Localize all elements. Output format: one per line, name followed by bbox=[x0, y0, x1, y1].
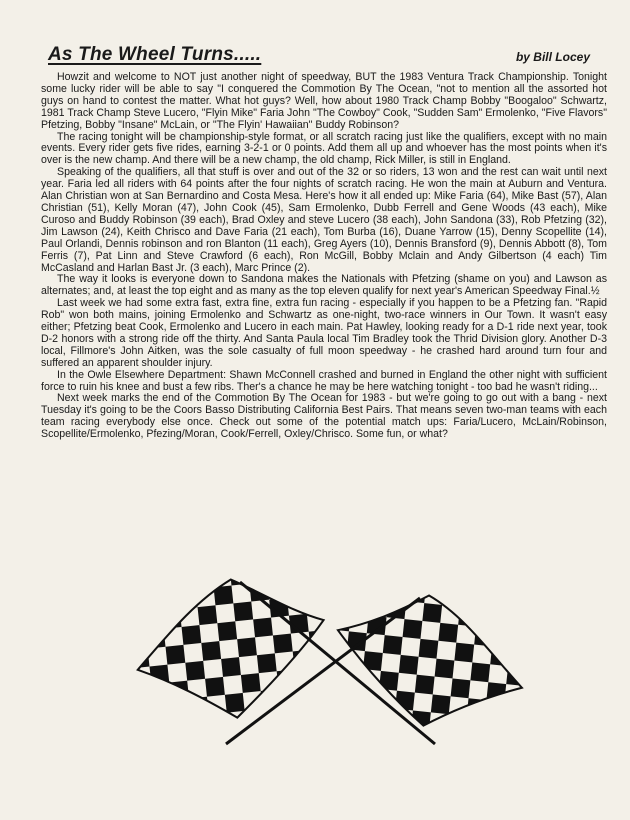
paragraph-nationals: The way it looks is everyone down to Sandona makes the Nationals with Pfetzing (shame on you) and Lawson as alternates; and, at least the top eight and as many as the top eleven qualify for next year's American Speedway Final.½ bbox=[41, 273, 607, 298]
paragraph-format: The racing tonight will be championship-style format, or all scratch racing just like the qualifiers, except with no main events. Every rider gets five rides, earning 3-2-1 or 0 points. Add them all up and whoever has the most points when it's over is the new champ. And there will be a new champ, the old champ, Rick Miller, is still in England. bbox=[41, 130, 607, 167]
article-header bbox=[48, 44, 590, 72]
paragraph-next-week: Next week marks the end of the Commotion By The Ocean for 1983 - but we're going to go out with a bang - next Tuesday it's going to be the Coors Basso Distributing California Best Pairs. That means seven two-man teams with each team racing everybody else once. Check out some of the potential match ups: Faria/Lucero, McLain/Robinson, Scopellite/Ermolenko, Pfezing/Moran, Cook/Ferrell, Oxley/Chrisco. Some fun, or what? bbox=[41, 392, 607, 441]
paragraph-last-week: Last week we had some extra fast, extra fine, extra fun racing - especially if you happen to be a Pfetzing fan. "Rapid Rob" won both mains, joining Ermolenko and Schwartz as one-night, two-race winners in Our Town. It wasn't easy either; Pfetzing beat Cook, Ermolenko and Lucero in each main. Pat Hawley, looking ready for a D-1 ride next year, took D-2 honors with a strong ride off the thirty. And Santa Paula local Tim Bradley took the Thrid Division glory. Another D-3 local, Fillmore's John Aitken, was the sole casualty of full moon speedway - he crashed hard around turn four and suffered an apparent shoulder injury. bbox=[41, 297, 607, 369]
paragraph-qualifiers: Speaking of the qualifiers, all that stuff is over and out of the 32 or so riders, 13 won and the rest can wait until next year. Faria led all riders with 64 points after the four nights of scratch racing. He won the main at Auburn and Ventura. Alan Christian won at San Bernardino and Costa Mesa. Here's how it all ended up: Mike Faria (64), Mike Bast (57), Alan Christian (51), Kelly Moran (47), John Cook (45), Sam Ermolenko, Dubb Ferrell and Gene Woods (43 each), Mike Curoso and Buddy Robinson (39 each), Brad Oxley and steve Lucero (38 each), John Sandona (33), Rob Pfetzing (32), Jim Lawson (24), Keith Chrisco and Dave Faria (21 each), Tom Burba (16), Duane Yarrow (15), Denny Scopellite (14), Paul Orlandi, Dennis robinson and ron Blanton (11 each), Greg Ayers (10), Dennis Bransford (9), Dennis Abbott (8), Tom Ferris (7), Pat Linn and Steve Crawford (6 each), Ron McGill, Bobby Mclain and Andy Gilbertson (4 each) Tim McCasland and Harlan Bast Jr. (3 each), Marc Prince (2). bbox=[41, 166, 607, 274]
article-byline: by Bill Locey bbox=[515, 50, 590, 64]
paragraph-intro: Howzit and welcome to NOT just another night of speedway, BUT the 1983 Ventura Track Championship. Tonight some lucky rider will be able to say "I conquered the Commotion By The Ocean, "not to mention all the assorted hot guys on hand to contest the matter. What hot guys? Well, how about 1980 Track Champ Bobby "Boogaloo" Schwartz, 1981 Track Champ Steve Lucero, "Flyin Mike" Faria John "The Cowboy" Cook, "Sudden Sam" Ermolenko, "Five Flavors" Pfetzing, Bobby "Insane" McLain, or "The Flyin' Hawaiian" Buddy Robinson? bbox=[41, 71, 607, 131]
article-body bbox=[41, 72, 607, 441]
crossed-checkered-flags-icon bbox=[130, 568, 530, 748]
article-title: As The Wheel Turns..... bbox=[48, 44, 262, 65]
paragraph-elsewhere: In the Owle Elsewhere Department: Shawn McConnell crashed and burned in England the other night with sufficient force to ruin his knee and bust a few ribs. Ther's a chance he may be here watching tonight - too bad he wasn't riding... bbox=[41, 368, 607, 393]
